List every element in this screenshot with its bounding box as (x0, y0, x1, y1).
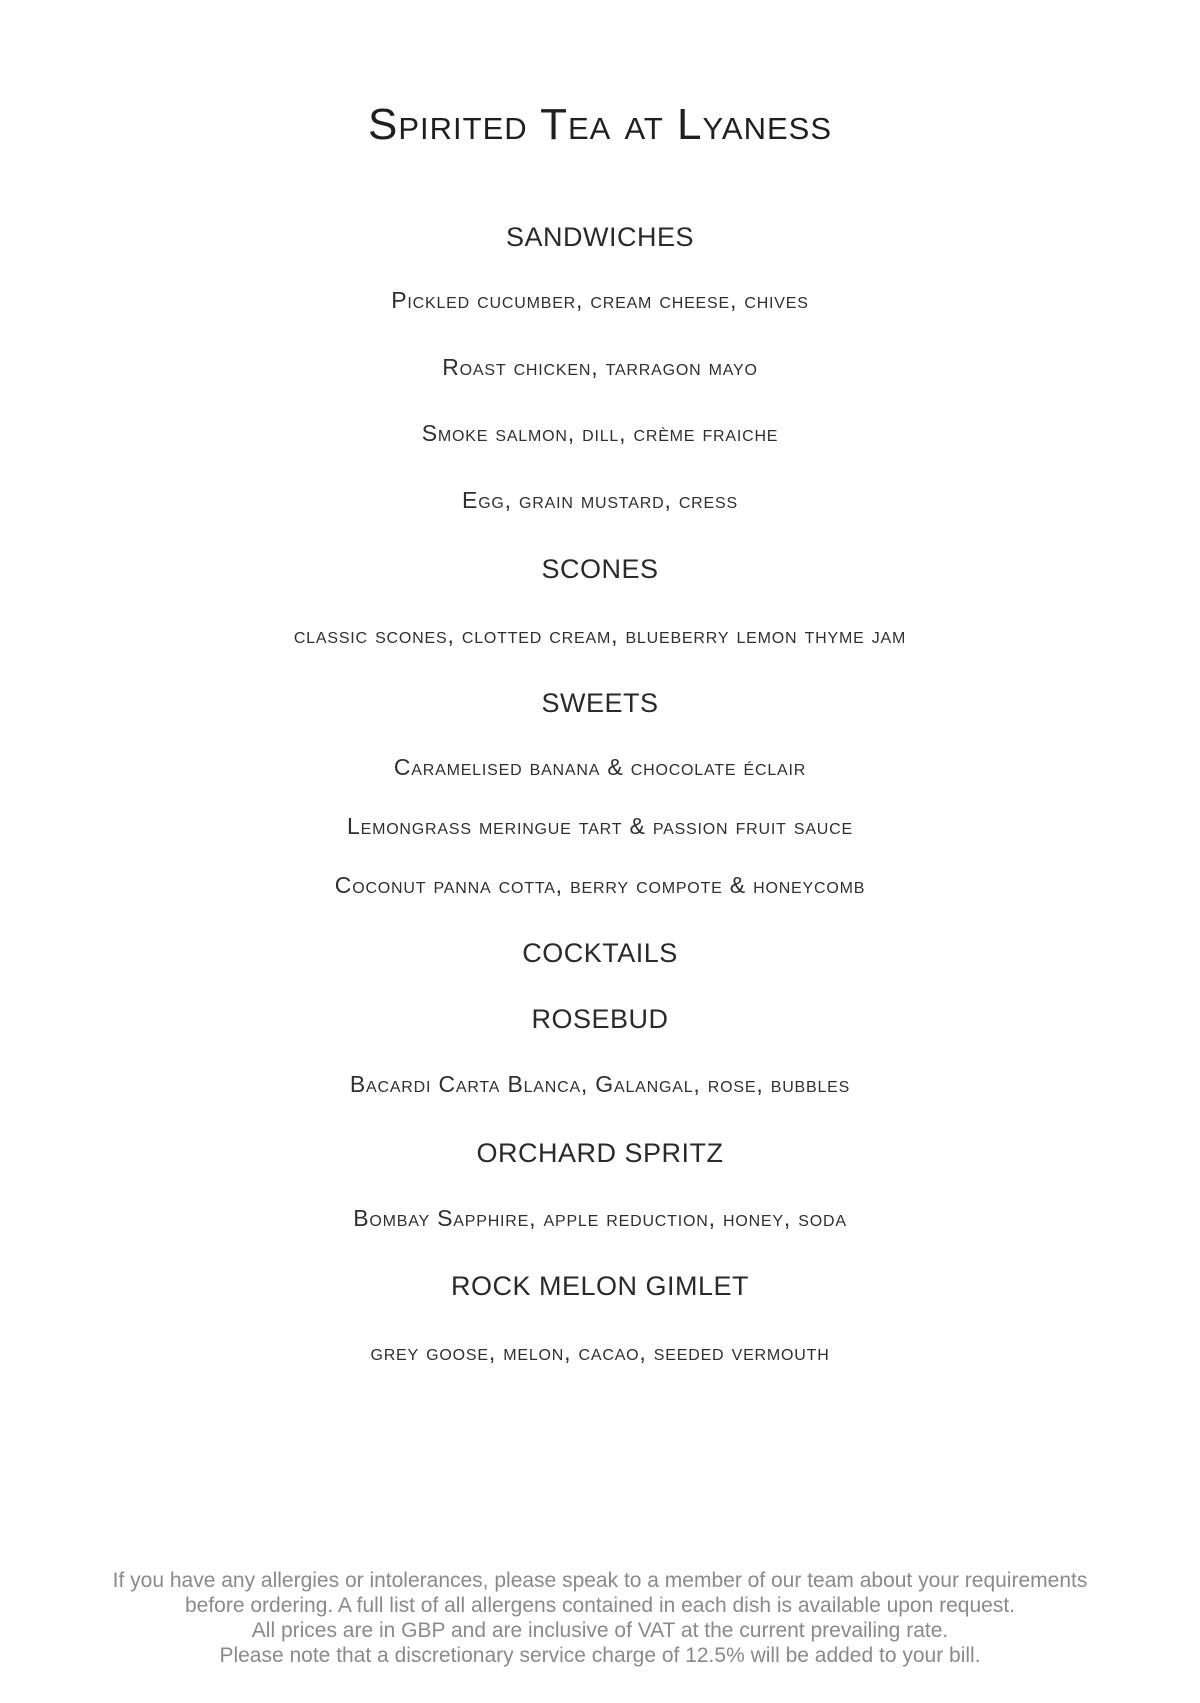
footer-line: Please note that a discretionary service charge of 12.5% will be added to your bill. (219, 1644, 981, 1667)
cocktail-description: Bombay Sapphire, apple reduction, honey, soda (353, 1205, 847, 1231)
scones-heading: SCONES (541, 554, 659, 584)
sandwich-item: Smoke salmon, dill, crème fraiche (421, 420, 779, 446)
sweet-item: Caramelised banana & chocolate éclair (393, 754, 807, 780)
sandwich-item: Roast chicken, tarragon mayo (442, 354, 758, 380)
cocktail-description: Bacardi Carta Blanca, Galangal, rose, bubbles (349, 1071, 851, 1097)
sandwich-item: Egg, grain mustard, cress (462, 487, 738, 513)
cocktail-name: ORCHARD SPRITZ (476, 1138, 724, 1168)
footer-line: before ordering. A full list of all allergens contained in each dish is available upon request. (184, 1594, 1016, 1617)
cocktail-name: ROCK MELON GIMLET (450, 1271, 750, 1301)
allergen-notice (0, 1568, 1200, 1668)
scone-item: classic scones, clotted cream, blueberry lemon thyme jam (293, 622, 907, 648)
footer-line: All prices are in GBP and are inclusive of VAT at the current prevailing rate. (251, 1619, 949, 1642)
sandwiches-heading: SANDWICHES (505, 222, 694, 252)
sweet-item: Coconut panna cotta, berry compote & honeycomb (334, 872, 866, 898)
menu-title: Spirited Tea at Lyaness (368, 100, 832, 149)
cocktail-name: ROSEBUD (531, 1004, 669, 1034)
cocktails-heading: COCKTAILS (522, 938, 678, 968)
sweets-heading: SWEETS (541, 688, 659, 718)
sweet-item: Lemongrass meringue tart & passion fruit sauce (347, 813, 853, 839)
footer-line: If you have any allergies or intolerances, please speak to a member of our team about your requirements (112, 1569, 1088, 1592)
cocktail-description: grey goose, melon, cacao, seeded vermouth (370, 1339, 830, 1365)
sandwich-item: Pickled cucumber, cream cheese, chives (391, 287, 809, 313)
